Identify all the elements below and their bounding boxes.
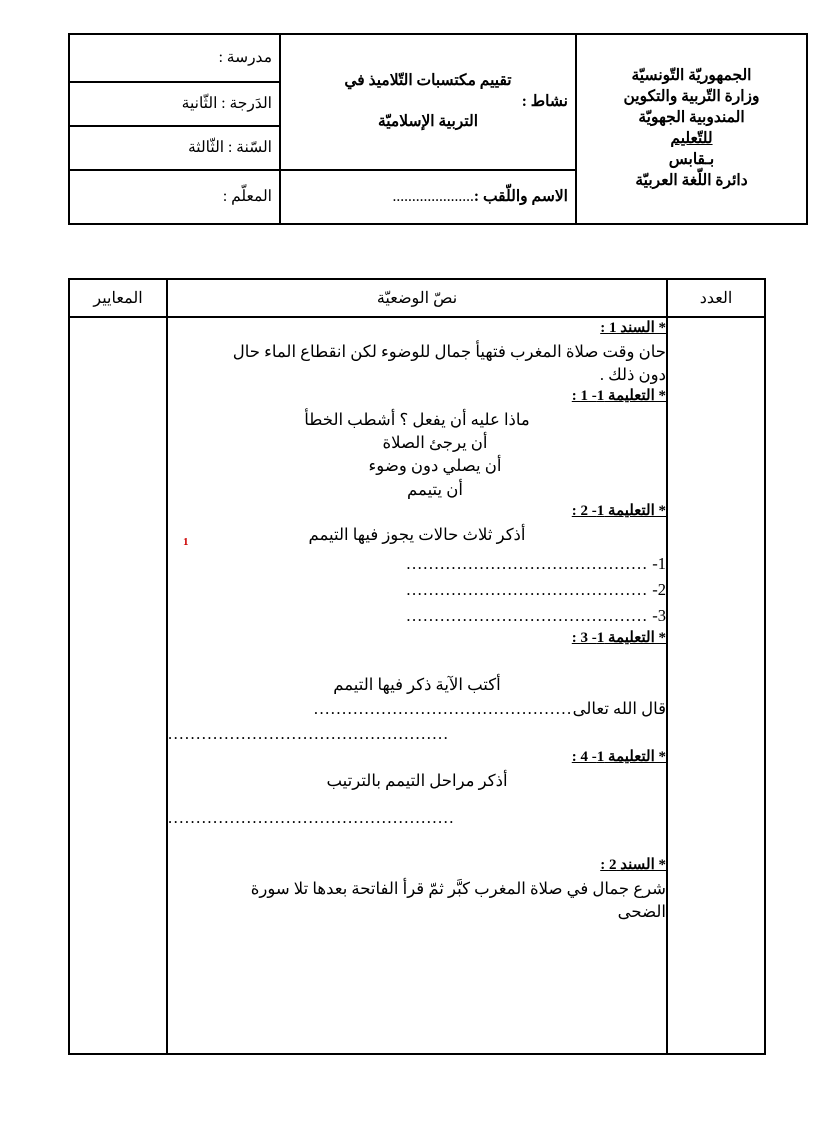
organization-line-4: للتّعليم [670, 130, 713, 147]
support-2-heading: * السند 2 : [600, 856, 666, 873]
instruction-1-1-option-3[interactable]: أن يتيمم [407, 479, 463, 499]
instruction-1-2-prompt: أذكر ثلاث حالات يجوز فيها التيمم [308, 524, 526, 544]
table-row [69, 34, 807, 82]
organization-line-2: وزارة التّربية والتكوين [623, 88, 760, 106]
item-number-1: 1- [652, 553, 666, 573]
teacher-label: المعلّم : [222, 187, 272, 205]
organization-line-3: المندوبية الجهويّة [638, 109, 745, 127]
answer-dots-1: ........................................... [406, 553, 649, 573]
table-row [69, 317, 765, 1054]
column-header-score: العدد [667, 279, 765, 317]
instruction-1-2-answer-2[interactable] [168, 578, 666, 602]
instruction-1-4-heading: * التعليمة 1- 4 : [571, 749, 666, 766]
organization-cell [576, 34, 807, 224]
activity-label: نشاط : [521, 92, 568, 110]
instruction-1-2-answer-1[interactable] [168, 552, 666, 576]
instruction-1-1-prompt: ماذا عليه أن يفعل ؟ أشطب الخطأ [304, 409, 530, 429]
student-name-cell[interactable] [280, 170, 576, 224]
support-2-line-2: الضحى [617, 901, 666, 921]
year-field-cell[interactable] [69, 126, 280, 170]
student-name-label: الاسم واللّقب : [473, 187, 568, 205]
support-1-line-2: دون ذلك . [599, 364, 666, 384]
student-name-dots: ..................... [392, 187, 474, 205]
item-number-2: 2- [652, 579, 666, 599]
instruction-1-2-heading: * التعليمة 1- 2 : [571, 503, 666, 520]
column-header-criteria: المعايير [69, 279, 167, 317]
answer-dots-2: ........................................... [406, 579, 649, 599]
instruction-1-3-prompt: أكتب الآية ذكر فيها التيمم [333, 675, 501, 695]
degree-label: الدَرجة : الثّانية [181, 94, 272, 112]
instruction-1-3-extra-dots[interactable]: .................................................. [168, 724, 450, 744]
criteria-entry-cell[interactable] [69, 317, 167, 1054]
year-label: السّنة : الثّالثة [187, 138, 272, 156]
annotation-mark: 1 [183, 536, 189, 548]
column-header-situation-text: نصّ الوضعيّة [167, 279, 667, 317]
instruction-1-3-quote-line[interactable] [168, 697, 666, 721]
table-header-row [69, 279, 765, 317]
support-1-heading: * السند 1 : [600, 320, 666, 336]
instruction-1-3-heading: * التعليمة 1- 3 : [571, 629, 666, 646]
situation-table [68, 278, 766, 1055]
activity-title: تقييم مكتسبات التّلاميذ في [344, 71, 512, 89]
degree-field-cell[interactable] [69, 82, 280, 126]
instruction-1-1-heading: * التعليمة 1- 1 : [571, 387, 666, 404]
activity-subject: التربية الإسلاميّة [377, 113, 479, 131]
teacher-field-cell[interactable] [69, 170, 280, 224]
instruction-1-4-prompt: أذكر مراحل التيمم بالترتيب [326, 770, 508, 790]
quote-dots: .............................................. [313, 698, 573, 718]
score-entry-cell[interactable] [667, 317, 765, 1054]
organization-line-6: دائرة اللّغة العربيّة [635, 171, 748, 189]
instruction-1-4-answer-dots[interactable]: ................................................... [168, 808, 455, 828]
header-identification-table [68, 33, 808, 225]
situation-content [168, 318, 666, 923]
situation-content-cell [167, 317, 667, 1054]
support-1-line-1: حان وقت صلاة المغرب فتهيأ جمال للوضوء لكن انقطاع الماء حال [232, 341, 666, 361]
instruction-1-1-option-2[interactable]: أن يصلي دون وضوء [368, 456, 502, 476]
school-field-cell[interactable] [69, 34, 280, 82]
school-label: مدرسة : [218, 48, 272, 66]
organization-line-5: بـقابس [668, 150, 715, 168]
item-number-3: 3- [652, 605, 666, 625]
quote-label: قال الله تعالى [572, 698, 666, 718]
instruction-1-2-answer-3[interactable] [168, 604, 666, 628]
instruction-1-1-option-1[interactable]: أن يرجئ الصلاة [382, 432, 488, 452]
answer-dots-3: ........................................... [406, 605, 649, 625]
support-2-line-1: شرع جمال في صلاة المغرب كبَّر ثمّ قرأ الفاتحة بعدها تلا سورة [250, 878, 666, 898]
organization-line-1: الجمهوريّة التّونسيّة [631, 67, 752, 85]
activity-cell [280, 34, 576, 170]
